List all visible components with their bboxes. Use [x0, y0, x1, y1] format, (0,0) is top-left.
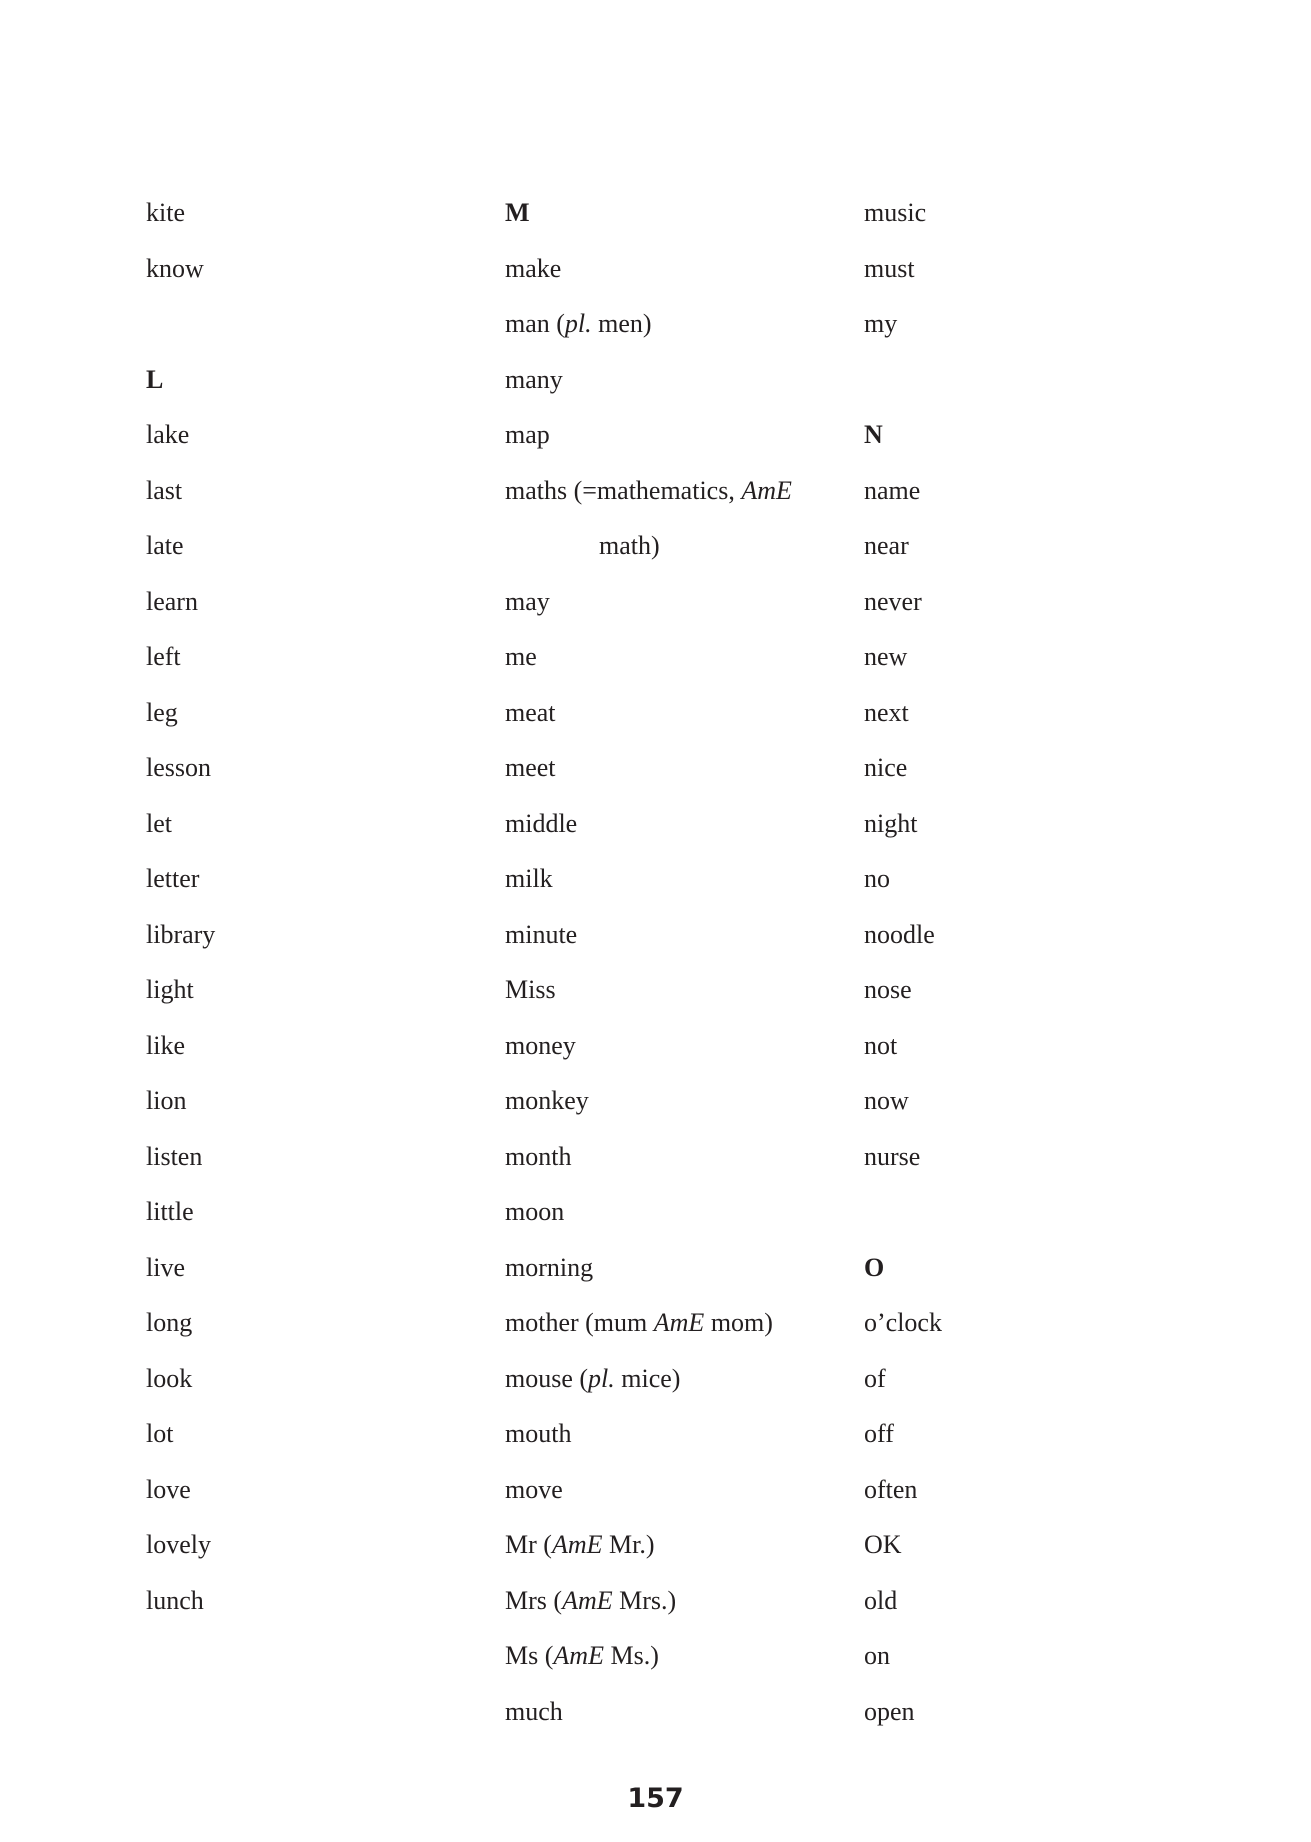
entry-text: not	[864, 1030, 898, 1060]
entry-text: map	[505, 420, 550, 449]
word-entry	[146, 857, 446, 913]
word-entry	[864, 968, 1164, 1024]
italic-note: pl.	[588, 1363, 615, 1393]
entry-text: never	[864, 586, 922, 616]
entry-text: off	[864, 1419, 894, 1448]
word-entry	[864, 1523, 1164, 1579]
entry-text: of	[864, 1363, 886, 1393]
entry-text: last	[146, 475, 183, 505]
entry-text: must	[864, 253, 915, 283]
blank-line	[864, 358, 1164, 414]
letter-heading	[864, 413, 1164, 469]
word-entry	[864, 247, 1164, 303]
entry-text: look	[146, 1363, 193, 1393]
blank-line	[146, 302, 446, 358]
entry-text: live	[146, 1252, 185, 1282]
entry-text: morning	[505, 1252, 594, 1282]
entry-text: now	[864, 1086, 909, 1115]
word-entry	[146, 1190, 446, 1246]
word-entry	[864, 857, 1164, 913]
word-entry	[146, 1301, 446, 1357]
entry-text: kite	[146, 198, 185, 227]
entry-text: love	[146, 1474, 191, 1504]
entry-text: music	[864, 198, 927, 227]
italic-note: AmE	[653, 1308, 705, 1337]
word-entry	[864, 580, 1164, 636]
word-entry	[146, 469, 446, 525]
entry-text: open	[864, 1696, 915, 1726]
word-entry	[505, 1412, 835, 1468]
word-entry	[864, 1024, 1164, 1080]
entry-text: o’clock	[864, 1308, 942, 1337]
word-entry	[505, 1246, 835, 1302]
entry-text: mom)	[704, 1308, 773, 1337]
word-entry	[505, 469, 835, 525]
entry-text: OK	[864, 1530, 902, 1559]
word-entry	[505, 1024, 835, 1080]
entry-text: my	[864, 309, 898, 338]
word-entry	[864, 1079, 1164, 1135]
entry-text: name	[864, 475, 921, 505]
entry-text: middle	[505, 808, 578, 838]
word-column-3	[864, 191, 1164, 1745]
entry-text: Ms.)	[603, 1641, 659, 1670]
word-entry	[864, 191, 1164, 247]
word-entry	[505, 691, 835, 747]
entry-text: N	[864, 420, 883, 449]
word-entry	[505, 1690, 835, 1746]
word-entry	[146, 524, 446, 580]
entry-text: month	[505, 1141, 572, 1171]
entry-text: often	[864, 1474, 918, 1504]
entry-text: mice)	[614, 1363, 681, 1393]
entry-text: mouth	[505, 1419, 572, 1448]
entry-text: lesson	[146, 753, 211, 782]
entry-text: old	[864, 1585, 898, 1615]
entry-text: monkey	[505, 1086, 589, 1115]
entry-text: let	[146, 808, 172, 838]
entry-text: Mr (	[505, 1530, 552, 1559]
entry-text: mother (mum	[505, 1308, 654, 1337]
entry-text: lake	[146, 420, 190, 449]
entry-text: move	[505, 1474, 563, 1504]
entry-text: nice	[864, 753, 908, 782]
word-entry	[505, 247, 835, 303]
entry-text: nurse	[864, 1141, 921, 1171]
word-entry	[864, 635, 1164, 691]
entry-text: noodle	[864, 919, 935, 949]
entry-text: like	[146, 1030, 185, 1060]
entry-text: lot	[146, 1419, 174, 1448]
entry-text: new	[864, 642, 908, 671]
word-entry	[146, 191, 446, 247]
entry-text: Miss	[505, 975, 556, 1004]
word-entry	[505, 913, 835, 969]
word-entry	[864, 802, 1164, 858]
word-entry	[505, 580, 835, 636]
word-entry	[864, 746, 1164, 802]
word-entry	[146, 1412, 446, 1468]
entry-text: meat	[505, 697, 556, 727]
word-entry	[505, 1634, 835, 1690]
word-entry	[864, 1301, 1164, 1357]
word-entry	[146, 746, 446, 802]
entry-text: Ms (	[505, 1641, 554, 1670]
word-entry-continuation	[505, 524, 835, 580]
entry-text: may	[505, 586, 550, 616]
word-entry	[146, 413, 446, 469]
word-entry	[505, 746, 835, 802]
entry-text: lunch	[146, 1585, 204, 1615]
entry-text: lovely	[146, 1530, 211, 1559]
entry-text: nose	[864, 975, 912, 1004]
word-entry	[146, 913, 446, 969]
word-entry	[505, 635, 835, 691]
word-entry	[864, 1690, 1164, 1746]
word-entry	[505, 413, 835, 469]
entry-text: left	[146, 642, 181, 671]
entry-text: minute	[505, 919, 578, 949]
word-entry	[505, 1357, 835, 1413]
word-entry	[146, 1135, 446, 1191]
entry-text: meet	[505, 753, 556, 782]
word-entry	[505, 1079, 835, 1135]
page-number: 157	[627, 1783, 684, 1814]
entry-text: me	[505, 642, 537, 671]
italic-note: AmE	[551, 1530, 603, 1559]
entry-text: little	[146, 1197, 194, 1226]
entry-text: math)	[599, 531, 660, 560]
word-entry	[505, 857, 835, 913]
entry-text: M	[505, 198, 530, 227]
italic-note: AmE	[553, 1641, 604, 1670]
word-entry	[864, 302, 1164, 358]
entry-text: letter	[146, 864, 200, 893]
italic-note: pl.	[564, 309, 592, 338]
entry-text: lion	[146, 1086, 187, 1115]
blank-line	[864, 1190, 1164, 1246]
word-entry	[146, 1024, 446, 1080]
word-entry	[505, 1579, 835, 1635]
word-entry	[146, 247, 446, 303]
word-entry	[864, 1357, 1164, 1413]
word-entry	[864, 1579, 1164, 1635]
word-entry	[146, 1523, 446, 1579]
entry-text: many	[505, 364, 563, 394]
word-entry	[505, 302, 835, 358]
entry-text: library	[146, 919, 216, 949]
word-entry	[146, 1579, 446, 1635]
word-column-2	[505, 191, 835, 1745]
entry-text: near	[864, 531, 909, 560]
entry-text: men)	[591, 309, 652, 338]
entry-text: money	[505, 1030, 576, 1060]
word-entry	[146, 635, 446, 691]
word-entry	[505, 1301, 835, 1357]
word-entry	[505, 1190, 835, 1246]
word-entry	[146, 802, 446, 858]
entry-text: make	[505, 253, 562, 283]
entry-text: milk	[505, 864, 553, 893]
entry-text: light	[146, 975, 194, 1004]
word-entry	[505, 358, 835, 414]
word-entry	[146, 580, 446, 636]
entry-text: Mr.)	[602, 1530, 655, 1559]
word-entry	[146, 691, 446, 747]
word-column-1	[146, 191, 446, 1634]
entry-text: much	[505, 1696, 563, 1726]
entry-text: moon	[505, 1197, 565, 1226]
word-entry	[864, 913, 1164, 969]
entry-text: night	[864, 808, 918, 838]
word-entry	[505, 1468, 835, 1524]
word-entry	[864, 691, 1164, 747]
entry-text: learn	[146, 586, 198, 616]
word-entry	[505, 1523, 835, 1579]
word-entry	[864, 1468, 1164, 1524]
word-entry	[864, 1412, 1164, 1468]
word-entry	[864, 1634, 1164, 1690]
word-entry	[864, 524, 1164, 580]
entry-text: Mrs.)	[612, 1585, 677, 1615]
entry-text: maths (=mathematics,	[505, 475, 742, 505]
italic-note: AmE	[562, 1585, 613, 1615]
entry-text: know	[146, 253, 204, 283]
word-entry	[146, 968, 446, 1024]
entry-text: L	[146, 364, 164, 394]
entry-text: mouse (	[505, 1363, 589, 1393]
word-entry	[505, 968, 835, 1024]
letter-heading	[864, 1246, 1164, 1302]
word-entry	[864, 469, 1164, 525]
entry-text: long	[146, 1308, 193, 1337]
entry-text: next	[864, 697, 909, 727]
word-entry	[146, 1357, 446, 1413]
letter-heading	[146, 358, 446, 414]
word-entry	[505, 802, 835, 858]
entry-text: Mrs (	[505, 1585, 563, 1615]
word-entry	[505, 1135, 835, 1191]
letter-heading	[505, 191, 835, 247]
word-entry	[146, 1468, 446, 1524]
word-entry	[864, 1135, 1164, 1191]
entry-text: no	[864, 864, 890, 893]
italic-note: AmE	[741, 475, 792, 505]
entry-text: leg	[146, 697, 178, 727]
word-entry	[146, 1079, 446, 1135]
word-entry	[146, 1246, 446, 1302]
entry-text: on	[864, 1641, 890, 1670]
entry-text: O	[864, 1252, 885, 1282]
entry-text: man (	[505, 309, 565, 338]
entry-text: late	[146, 531, 184, 560]
entry-text: listen	[146, 1141, 203, 1171]
